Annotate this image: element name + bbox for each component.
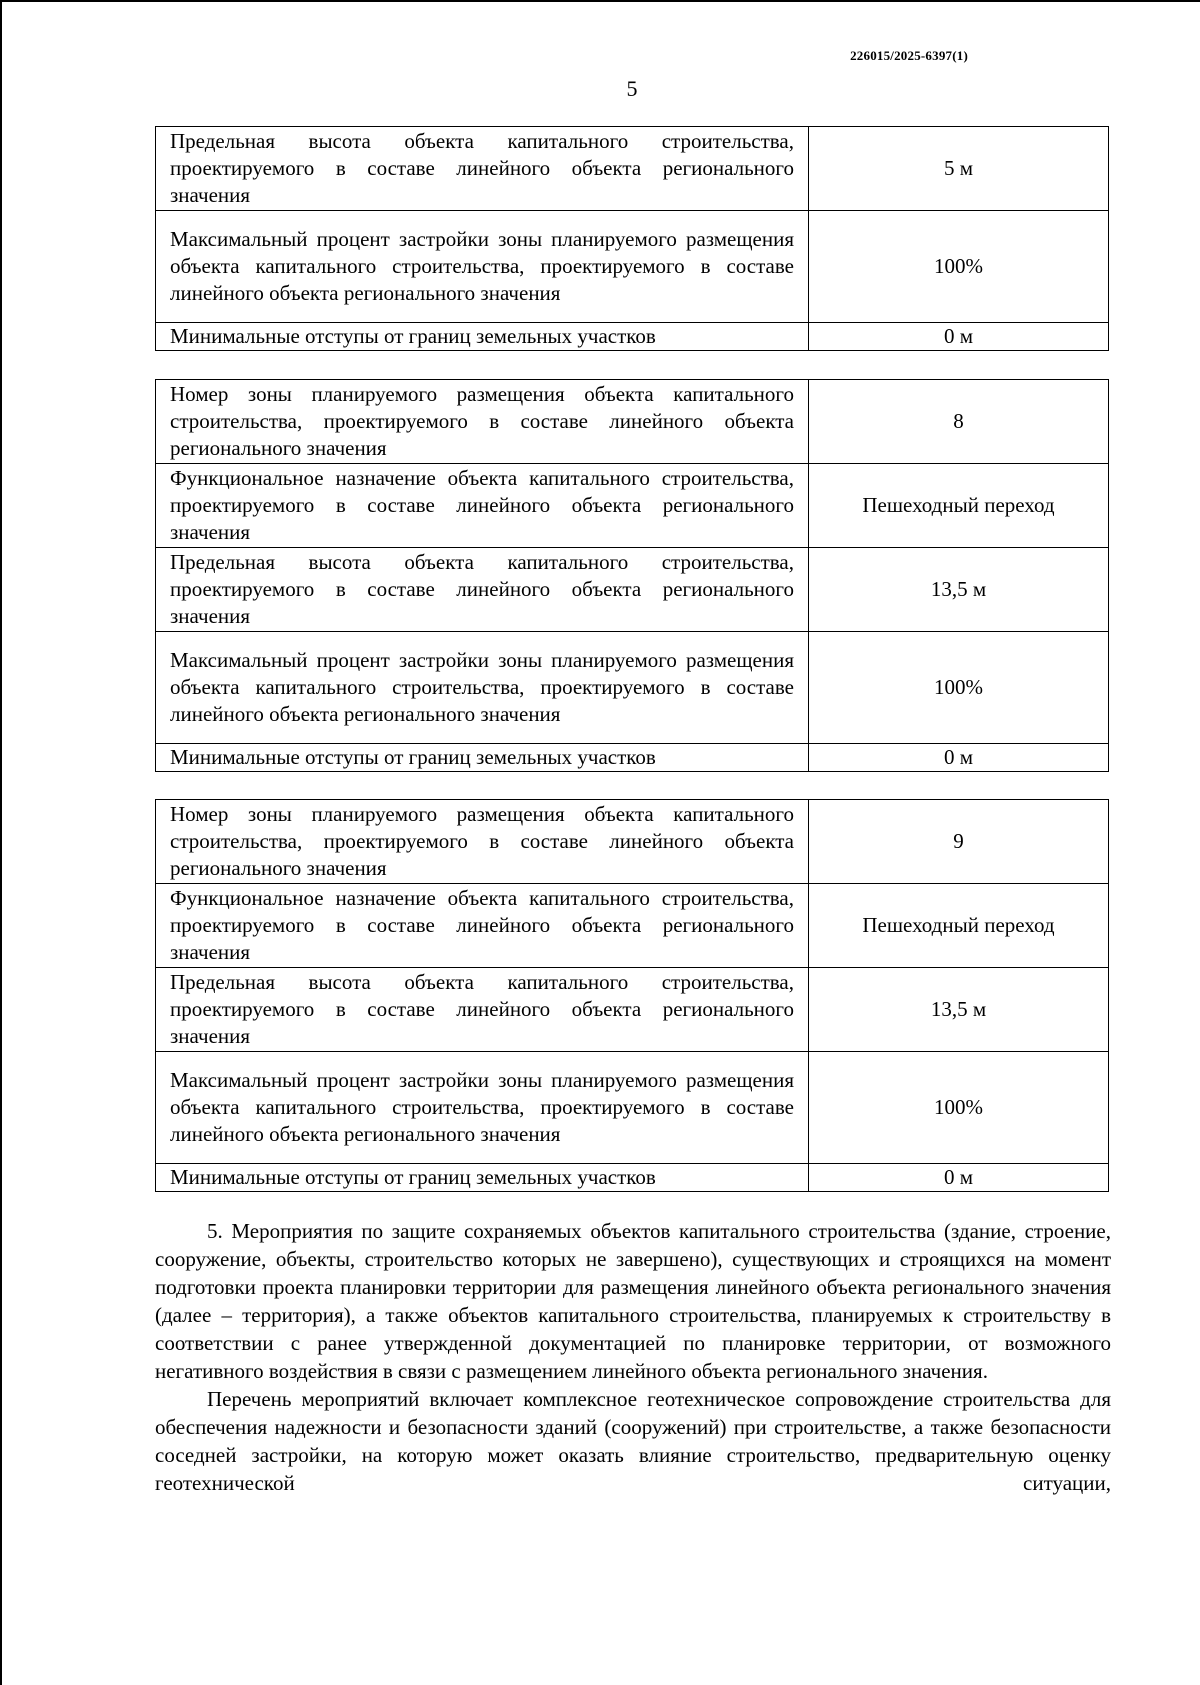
paragraph: Перечень мероприятий включает комплексное геотехническое сопровождение строительства для обеспечения надежности и безопасности зданий (сооружений) при строительстве, а также безопасности соседней застройки, на которую может оказать влияние строительство, предварительную оценку геотехнической ситуации, [155,1387,1111,1495]
table-row [156,464,1109,548]
table-row [156,211,1109,323]
params-table-zone-8 [155,379,1109,772]
param-value: Пешеходный переход [809,884,1109,968]
param-name: Минимальные отступы от границ земельных участков [156,1164,809,1192]
body-text [155,1217,1111,1497]
table-row [156,1052,1109,1164]
param-name: Функциональное назначение объекта капитального строительства, проектируемого в составе линейного объекта регионального значения [156,884,809,968]
param-name: Функциональное назначение объекта капитального строительства, проектируемого в составе линейного объекта регионального значения [156,464,809,548]
param-value: 0 м [809,1164,1109,1192]
param-name: Минимальные отступы от границ земельных участков [156,323,809,351]
table-row [156,884,1109,968]
param-name: Минимальные отступы от границ земельных участков [156,744,809,772]
param-name: Максимальный процент застройки зоны планируемого размещения объекта капитального строительства, проектируемого в составе линейного объекта регионального значения [156,211,809,323]
param-name: Максимальный процент застройки зоны планируемого размещения объекта капитального строительства, проектируемого в составе линейного объекта регионального значения [156,1052,809,1164]
params-table-continued [155,126,1109,351]
param-value: 5 м [809,127,1109,211]
param-value: 8 [809,380,1109,464]
table-row [156,323,1109,351]
paragraph: 5. Мероприятия по защите сохраняемых объектов капитального строительства (здание, строение, сооружение, объекты, строительство которых не завершено), существующих и строящихся на момент подготовки проекта планировки территории для размещения линейного объекта регионального значения (далее – территория), а также объектов капитального строительства, планируемых к строительству в соответствии с ранее утвержденной документацией по планировке территории, от возможного негативного воздействия в связи с размещением линейного объекта регионального значения. [155,1219,1111,1383]
table-row [156,380,1109,464]
param-name: Предельная высота объекта капитального строительства, проектируемого в составе линейного объекта регионального значения [156,127,809,211]
param-value: Пешеходный переход [809,464,1109,548]
param-name: Номер зоны планируемого размещения объекта капитального строительства, проектируемого в составе линейного объекта регионального значения [156,380,809,464]
param-value: 0 м [809,744,1109,772]
table-row [156,1164,1109,1192]
table-row [156,632,1109,744]
param-value: 13,5 м [809,968,1109,1052]
param-value: 9 [809,800,1109,884]
param-name: Предельная высота объекта капитального строительства, проектируемого в составе линейного объекта регионального значения [156,968,809,1052]
table-row [156,548,1109,632]
table-row [156,800,1109,884]
page-number: 5 [626,76,638,101]
param-value: 100% [809,632,1109,744]
document-id: 226015/2025-6397(1) [850,48,968,63]
param-value: 13,5 м [809,548,1109,632]
params-table-zone-9 [155,799,1109,1192]
table-row [156,968,1109,1052]
param-value: 100% [809,211,1109,323]
table-row [156,744,1109,772]
param-name: Предельная высота объекта капитального строительства, проектируемого в составе линейного объекта регионального значения [156,548,809,632]
param-name: Максимальный процент застройки зоны планируемого размещения объекта капитального строительства, проектируемого в составе линейного объекта регионального значения [156,632,809,744]
table-row [156,127,1109,211]
param-value: 100% [809,1052,1109,1164]
param-value: 0 м [809,323,1109,351]
param-name: Номер зоны планируемого размещения объекта капитального строительства, проектируемого в составе линейного объекта регионального значения [156,800,809,884]
